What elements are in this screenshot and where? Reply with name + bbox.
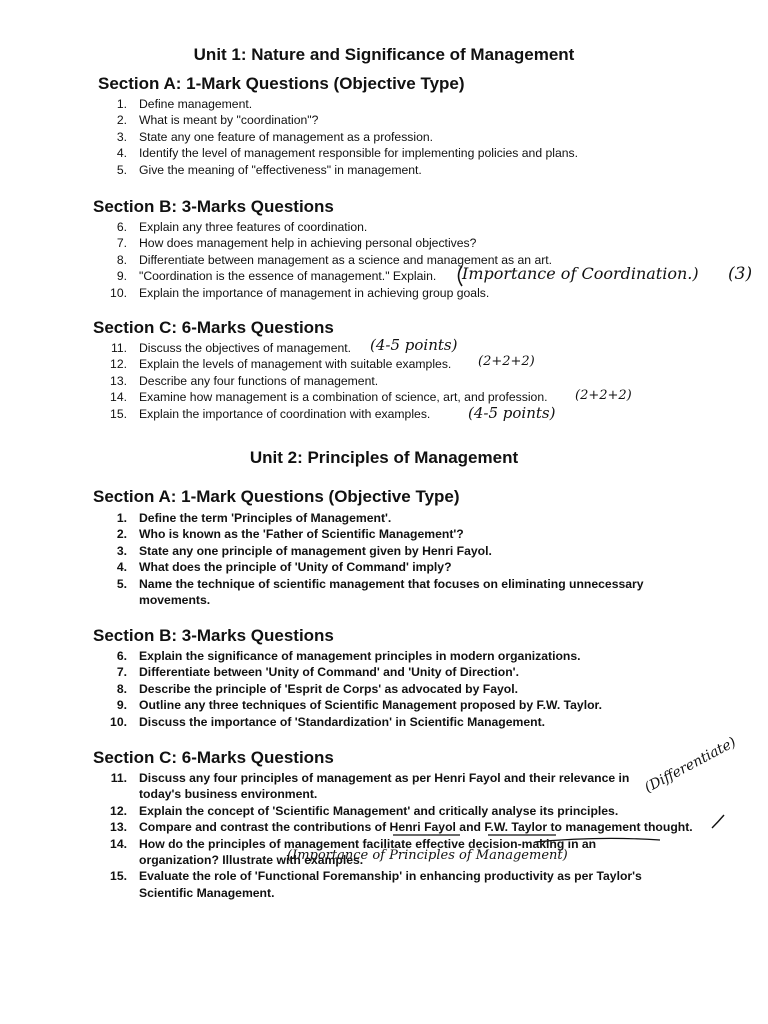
question-number: 3. [116, 543, 127, 558]
question-text: Name the technique of scientific management that focuses on eliminating unnecessary movements. [139, 576, 644, 608]
list-item [97, 770, 659, 803]
unit-1-section-b-title: Section B: 3-Marks Questions [93, 197, 334, 216]
question-text: Explain the importance of management in achieving group goals. [139, 285, 490, 300]
question-number: 13. [110, 820, 127, 835]
unit-2-section-b-title: Section B: 3-Marks Questions [93, 626, 334, 645]
unit-1-section-a-list [97, 96, 717, 178]
question-text: How does management help in achieving personal objectives? [139, 236, 477, 251]
question-number: 9. [116, 698, 127, 713]
question-number: 12. [110, 803, 127, 818]
unit-2-section-c-list [97, 770, 717, 901]
question-text: Describe the principle of 'Esprit de Corps' as advocated by Fayol. [139, 681, 518, 696]
question-number: 2. [116, 527, 127, 542]
list-item [97, 510, 717, 526]
list-item [97, 129, 717, 145]
question-number: 14. [110, 836, 127, 851]
unit-2-section-c-title: Section C: 6-Marks Questions [93, 748, 334, 767]
question-number: 15. [110, 406, 127, 421]
handwritten-note-differentiate: (Differentiate) [642, 734, 739, 797]
list-item [97, 868, 659, 901]
question-text: Who is known as the 'Father of Scientific Management'? [139, 527, 464, 542]
question-number: 5. [116, 576, 127, 591]
question-number: 6. [116, 649, 127, 663]
list-item [97, 559, 717, 575]
question-number: 10. [110, 714, 127, 729]
question-text: State any one feature of management as a profession. [139, 129, 434, 144]
question-text: Define the term 'Principles of Management'. [139, 511, 392, 525]
question-text: Define management. [139, 97, 253, 111]
question-number: 2. [116, 113, 127, 128]
list-item [97, 543, 717, 559]
question-number: 11. [110, 771, 127, 785]
list-item [97, 96, 717, 112]
question-text: Discuss any four principles of management as per Henri Fayol and their relevance in today's business environment. [139, 771, 630, 802]
list-item [97, 681, 717, 697]
list-item [97, 235, 717, 251]
unit-1-section-a-title: Section A: 1-Mark Questions (Objective Type) [98, 74, 465, 93]
handwritten-note-importance-coordination: Importance of Coordination.) [462, 264, 699, 283]
list-item [97, 803, 717, 819]
question-text: Give the meaning of "effectiveness" in management. [139, 162, 422, 177]
question-number: 4. [116, 560, 127, 575]
list-item [97, 145, 717, 161]
question-text: What does the principle of 'Unity of Command' imply? [139, 560, 452, 575]
question-number: 13. [110, 373, 127, 388]
question-number: 12. [110, 357, 127, 372]
list-item [97, 664, 717, 680]
question-text: Outline any three techniques of Scientific Management proposed by F.W. Taylor. [139, 698, 602, 713]
question-number: 8. [116, 252, 127, 267]
question-text: Describe any four functions of management. [139, 373, 379, 388]
question-number: 7. [116, 236, 127, 251]
list-item [97, 648, 717, 664]
handwritten-note-2-2-2: (2+2+2) [478, 354, 535, 369]
unit-1-title: Unit 1: Nature and Significance of Management [193, 45, 575, 64]
list-item [97, 819, 717, 835]
question-text: "Coordination is the essence of management." Explain. [139, 269, 437, 284]
question-text: What is meant by "coordination"? [139, 113, 319, 128]
question-text: Discuss the objectives of management. [139, 341, 352, 355]
question-number: 5. [116, 162, 127, 177]
question-text: Explain the levels of management with suitable examples. [139, 357, 452, 372]
unit-2-section-a-title: Section A: 1-Mark Questions (Objective Type) [93, 487, 460, 506]
list-item [97, 285, 717, 301]
list-item [97, 576, 659, 609]
question-number: 11. [110, 341, 127, 355]
question-number: 8. [116, 681, 127, 696]
unit-1-section-c-title: Section C: 6-Marks Questions [93, 318, 334, 337]
question-text: Explain the significance of management principles in modern organizations. [139, 649, 581, 663]
list-item [97, 406, 717, 422]
list-item [97, 714, 717, 730]
list-item [97, 219, 717, 235]
question-text: Differentiate between 'Unity of Command' and 'Unity of Direction'. [139, 665, 519, 680]
unit-1-section-b-list [97, 219, 717, 301]
question-text: Explain any three features of coordination. [139, 220, 368, 234]
list-item [97, 697, 717, 713]
question-text: How do the principles of management facilitate effective decision-making in an organization? Illustrate with examples. [139, 836, 597, 868]
unit-2-section-a-list [97, 510, 717, 608]
question-number: 14. [110, 390, 127, 405]
handwritten-note-2-2-2-q14: (2+2+2) [575, 388, 632, 403]
question-number: 1. [116, 511, 127, 525]
list-item [97, 526, 717, 542]
question-text: Explain the importance of coordination with examples. [139, 406, 431, 421]
list-item [97, 162, 717, 178]
unit-2-section-b-list [97, 648, 717, 730]
question-number: 10. [110, 285, 127, 300]
question-text: Differentiate between management as a science and management as an art. [139, 252, 553, 267]
question-text: Compare and contrast the contributions of Henri Fayol and F.W. Taylor to management thought. [139, 820, 693, 835]
question-number: 3. [116, 129, 127, 144]
question-number: 7. [116, 665, 127, 680]
question-text: Evaluate the role of 'Functional Foremanship' in enhancing productivity as per Taylor's Scientific Management. [139, 869, 642, 900]
question-number: 4. [116, 146, 127, 161]
question-text: Discuss the importance of 'Standardization' in Scientific Management. [139, 714, 546, 729]
handwritten-note-importance-principles: (Importance of Principles of Management) [287, 848, 568, 863]
question-number: 1. [116, 97, 127, 111]
list-item [97, 112, 717, 128]
question-text: Examine how management is a combination of science, art, and profession. [139, 390, 548, 405]
question-number: 15. [110, 869, 127, 884]
unit-2-title: Unit 2: Principles of Management [249, 448, 519, 467]
handwritten-note-marks-3: (3) [728, 264, 753, 284]
list-item [97, 356, 717, 372]
question-number: 9. [116, 269, 127, 284]
list-item [97, 373, 717, 389]
question-text: Identify the level of management responsible for implementing policies and plans. [139, 146, 578, 161]
question-text: State any one principle of management given by Henri Fayol. [139, 543, 492, 558]
question-number: 6. [116, 220, 127, 234]
question-text: Explain the concept of 'Scientific Management' and critically analyse its principles. [139, 803, 619, 818]
handwritten-note-4-5-points: (4-5 points) [370, 336, 458, 354]
handwritten-note-4-5-points-q15: (4-5 points) [468, 404, 556, 422]
